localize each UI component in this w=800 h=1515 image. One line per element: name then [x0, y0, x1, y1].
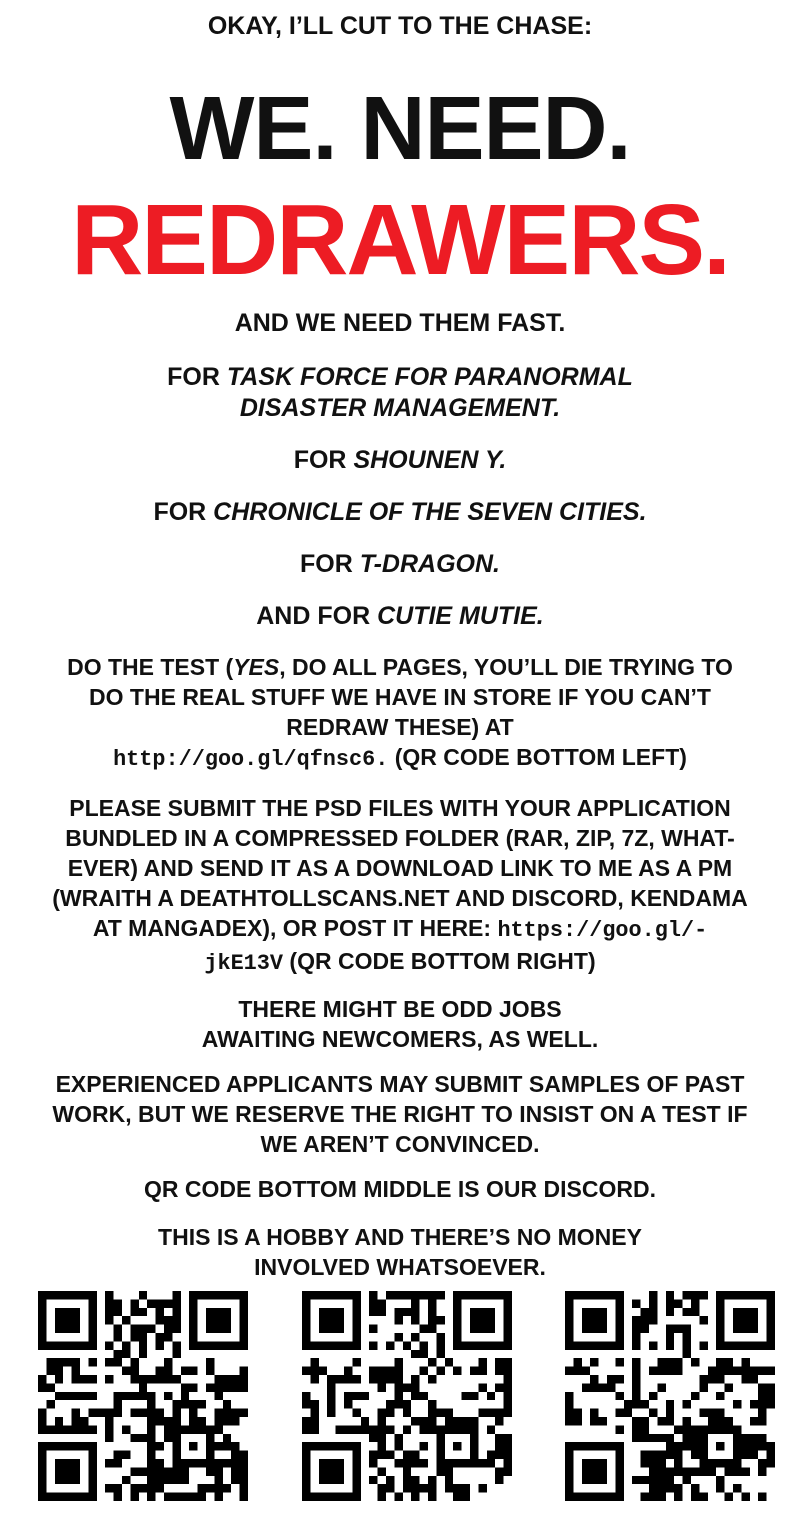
qr-code-bottom-right — [565, 1291, 775, 1501]
text-segment: TASK FORCE FOR PARANORMAL — [226, 363, 633, 391]
subhead-need-them-fast: AND WE NEED THEM FAST. — [234, 309, 566, 337]
qr-row — [38, 1291, 775, 1501]
text-segment: YES — [233, 654, 280, 680]
para-hobby-no-money — [0, 1222, 800, 1282]
para-odd-jobs — [0, 994, 800, 1054]
text-segment: FOR — [300, 550, 360, 578]
text-segment: FOR — [153, 498, 214, 526]
text-segment: CUTIE MUTIE. — [377, 602, 544, 630]
headline-redrawers: REDRAWERS. — [71, 184, 729, 296]
text-segment: FOR — [293, 446, 354, 474]
text-segment: THERE MIGHT BE ODD JOBS — [238, 996, 562, 1022]
series-line-cutie-mutie — [0, 601, 800, 632]
text-segment: THIS IS A HOBBY AND THERE’S NO MONEY — [158, 1224, 642, 1250]
url-submission-part1: https://goo.gl/- — [497, 918, 708, 943]
para-experienced-applicants — [0, 1069, 800, 1159]
series-line-shounen-y — [0, 445, 800, 476]
para-discord-qr-note — [0, 1174, 800, 1204]
text-segment: EXPERIENCED APPLICANTS MAY SUBMIT SAMPLES OF PAST — [55, 1071, 745, 1097]
text-segment: INVOLVED WHATSOEVER. — [254, 1254, 546, 1280]
text-segment: , DO ALL PAGES, YOU’LL DIE TRYING TO — [279, 654, 733, 680]
text-segment: FOR — [167, 363, 227, 391]
qr-code-bottom-left — [38, 1291, 248, 1501]
text-segment: WE AREN’T CONVINCED. — [260, 1131, 540, 1157]
text-segment: WORK, BUT WE RESERVE THE RIGHT TO INSIST ON A TEST IF — [52, 1101, 748, 1127]
series-line-t-dragon — [0, 549, 800, 580]
text-segment: AT MANGADEX), OR POST IT HERE: — [92, 915, 498, 941]
series-line-task-force — [0, 362, 800, 424]
text-segment: DISASTER MANAGEMENT. — [239, 394, 561, 422]
text-segment: AND FOR — [256, 602, 378, 630]
text-segment: (QR CODE BOTTOM LEFT) — [388, 744, 687, 770]
body-paragraphs — [0, 652, 800, 1282]
url-submission-part2: jkE13V — [204, 951, 284, 976]
text-segment: (WRAITH A DEATHTOLLSCANS.NET AND DISCORD, KENDAMA — [52, 885, 748, 911]
url-redraw-test: http://goo.gl/qfnsc6. — [113, 747, 389, 772]
text-segment: REDRAW THESE) AT — [286, 714, 514, 740]
series-list — [0, 362, 800, 632]
text-segment: T-DRAGON. — [359, 550, 500, 578]
qr-code-bottom-middle — [302, 1291, 512, 1501]
series-line-chronicle-seven-cities — [0, 497, 800, 528]
text-segment: BUNDLED IN A COMPRESSED FOLDER (RAR, ZIP, 7Z, WHAT- — [65, 825, 735, 851]
headline-we-need: WE. NEED. — [169, 79, 631, 179]
para-submission-instructions — [0, 793, 800, 979]
text-segment: AWAITING NEWCOMERS, AS WELL. — [201, 1026, 599, 1052]
text-segment: PLEASE SUBMIT THE PSD FILES WITH YOUR APPLICATION — [69, 795, 731, 821]
para-do-the-test — [0, 652, 800, 775]
text-segment: DO THE TEST ( — [67, 654, 234, 680]
text-segment: EVER) AND SEND IT AS A DOWNLOAD LINK TO ME AS A PM — [67, 855, 733, 881]
text-segment: DO THE REAL STUFF WE HAVE IN STORE IF YOU CAN’T — [89, 684, 711, 710]
text-segment: (QR CODE BOTTOM RIGHT) — [283, 948, 596, 974]
text-segment: CHRONICLE OF THE SEVEN CITIES. — [213, 498, 647, 526]
text-segment: QR CODE BOTTOM MIDDLE IS OUR DISCORD. — [144, 1176, 656, 1202]
text-segment: SHOUNEN Y. — [353, 446, 507, 474]
intro-line: OKAY, I’LL CUT TO THE CHASE: — [207, 12, 593, 40]
